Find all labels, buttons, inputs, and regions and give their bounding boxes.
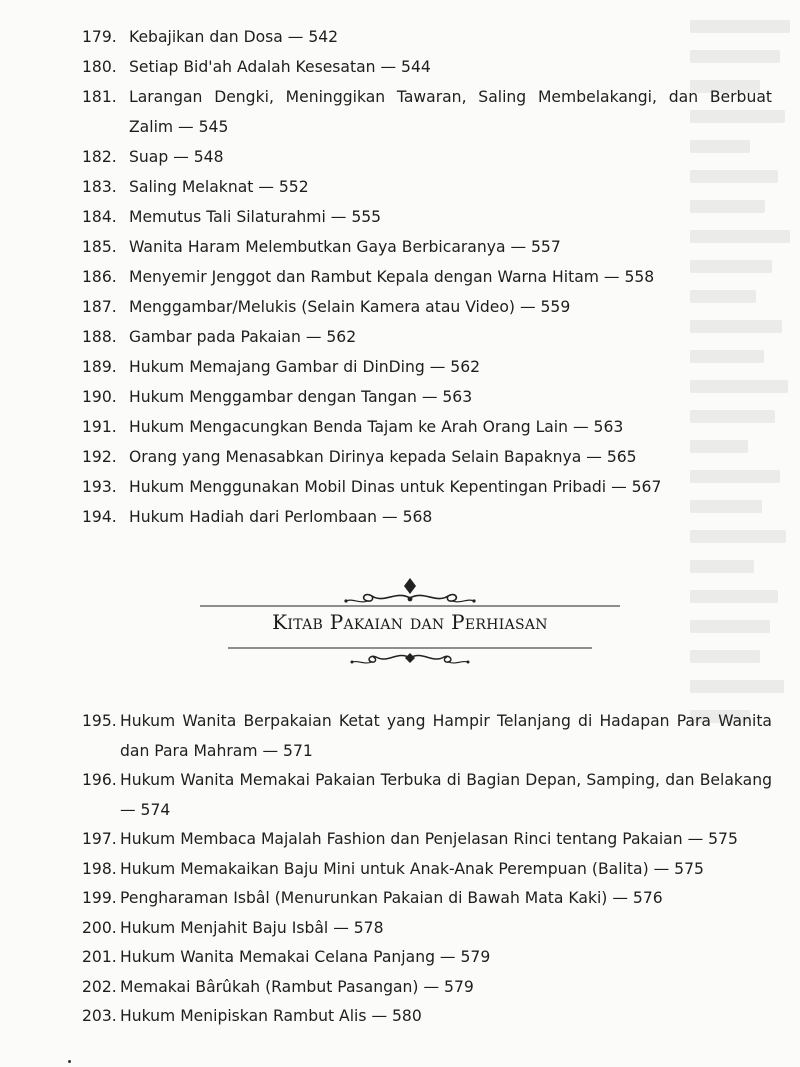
entry-title: Menggambar/Melukis (Selain Kamera atau Video) — 559 bbox=[129, 298, 571, 316]
toc-entry bbox=[82, 142, 772, 172]
entry-title: Wanita Haram Melembutkan Gaya Berbicaranya — 557 bbox=[129, 238, 561, 256]
entry-title: Menyemir Jenggot dan Rambut Kepala dengan Warna Hitam — 558 bbox=[129, 268, 655, 286]
toc-entry bbox=[82, 884, 772, 914]
entry-number: 180. bbox=[82, 58, 117, 76]
toc-entry bbox=[82, 262, 772, 292]
entry-title: Hukum Wanita Memakai Celana Panjang — 579 bbox=[120, 948, 491, 966]
entry-number: 197. bbox=[82, 830, 117, 848]
entry-number: 201. bbox=[82, 948, 117, 966]
entry-number: 198. bbox=[82, 859, 117, 878]
toc-entry bbox=[82, 442, 772, 472]
toc-entry bbox=[82, 82, 772, 142]
entry-title: Hukum Menggunakan Mobil Dinas untuk Kepentingan Pribadi — 567 bbox=[129, 478, 662, 496]
entry-title: Saling Melaknat — 552 bbox=[129, 178, 309, 196]
entry-number: 203. bbox=[82, 1007, 117, 1025]
entry-number: 200. bbox=[82, 918, 117, 937]
toc-entry bbox=[82, 172, 772, 202]
toc-entry bbox=[82, 52, 772, 82]
entry-number: 195. bbox=[82, 712, 117, 730]
toc-entry bbox=[82, 914, 772, 944]
entry-title: Hukum Memajang Gambar di DinDing — 562 bbox=[129, 358, 481, 376]
entry-title: Memutus Tali Silaturahmi — 555 bbox=[129, 208, 382, 226]
entry-number: 186. bbox=[82, 268, 117, 286]
entry-title: Hukum Mengacungkan Benda Tajam ke Arah Orang Lain — 563 bbox=[129, 418, 624, 436]
toc-entry bbox=[82, 1002, 772, 1032]
entry-title: Hukum Wanita Memakai Pakaian Terbuka di Bagian Depan, Samping, dan Belakang — 574 bbox=[120, 771, 772, 819]
entry-number: 184. bbox=[82, 208, 117, 226]
toc-entry bbox=[82, 382, 772, 412]
entry-title: Hukum Memakaikan Baju Mini untuk Anak-Anak Perempuan (Balita) — 575 bbox=[120, 859, 704, 878]
entry-number: 185. bbox=[82, 238, 117, 256]
toc-entry bbox=[82, 825, 772, 855]
entry-title: Memakai Bârûkah (Rambut Pasangan) — 579 bbox=[120, 977, 474, 996]
entry-number: 190. bbox=[82, 388, 117, 406]
section-heading bbox=[200, 570, 620, 670]
entry-title: Hukum Hadiah dari Perlombaan — 568 bbox=[129, 508, 433, 526]
toc-entry bbox=[82, 707, 772, 766]
toc-entry bbox=[82, 352, 772, 382]
entry-title: Orang yang Menasabkan Dirinya kepada Selain Bapaknya — 565 bbox=[129, 448, 637, 466]
entry-number: 182. bbox=[82, 148, 117, 166]
toc-list-bottom bbox=[82, 707, 772, 1032]
section-title: Kitab Pakaian dan Perhiasan bbox=[272, 610, 548, 634]
entry-title: Larangan Dengki, Meninggikan Tawaran, Saling Membelakangi, dan Berbuat Zalim — 545 bbox=[129, 88, 772, 136]
entry-title: Kebajikan dan Dosa — 542 bbox=[129, 28, 339, 46]
entry-title: Hukum Membaca Majalah Fashion dan Penjelasan Rinci tentang Pakaian — 575 bbox=[120, 830, 738, 848]
entry-number: 192. bbox=[82, 448, 117, 466]
page-speck bbox=[68, 1060, 71, 1063]
toc-list-top bbox=[82, 22, 772, 532]
toc-entry bbox=[82, 502, 772, 532]
entry-number: 187. bbox=[82, 298, 117, 316]
toc-entry bbox=[82, 322, 772, 352]
entry-number: 179. bbox=[82, 28, 117, 46]
entry-number: 202. bbox=[82, 977, 117, 996]
entry-number: 196. bbox=[82, 771, 117, 789]
entry-title: Hukum Menipiskan Rambut Alis — 580 bbox=[120, 1007, 422, 1025]
toc-entry bbox=[82, 22, 772, 52]
toc-entry bbox=[82, 472, 772, 502]
toc-entry bbox=[82, 412, 772, 442]
entry-number: 193. bbox=[82, 478, 117, 496]
toc-entry bbox=[82, 855, 772, 885]
ornament-top-icon bbox=[200, 570, 620, 612]
toc-entry bbox=[82, 202, 772, 232]
ornament-bottom-icon bbox=[200, 644, 620, 670]
entry-title: Hukum Menggambar dengan Tangan — 563 bbox=[129, 388, 473, 406]
toc-entry bbox=[82, 766, 772, 825]
entry-number: 189. bbox=[82, 358, 117, 376]
entry-number: 194. bbox=[82, 508, 117, 526]
entry-number: 181. bbox=[82, 88, 117, 106]
entry-number: 199. bbox=[82, 889, 117, 907]
entry-title: Hukum Menjahit Baju Isbâl — 578 bbox=[120, 918, 384, 937]
entry-title: Hukum Wanita Berpakaian Ketat yang Hampir Telanjang di Hadapan Para Wanita dan Para Mahram — 571 bbox=[120, 712, 772, 760]
toc-entry bbox=[82, 943, 772, 973]
entry-title: Setiap Bid'ah Adalah Kesesatan — 544 bbox=[129, 58, 431, 76]
toc-entry bbox=[82, 292, 772, 322]
entry-number: 188. bbox=[82, 328, 117, 346]
toc-entry bbox=[82, 973, 772, 1003]
entry-title: Suap — 548 bbox=[129, 148, 224, 166]
toc-entry bbox=[82, 232, 772, 262]
entry-title: Pengharaman Isbâl (Menurunkan Pakaian di Bawah Mata Kaki) — 576 bbox=[120, 889, 663, 907]
entry-number: 191. bbox=[82, 418, 117, 436]
entry-number: 183. bbox=[82, 178, 117, 196]
entry-title: Gambar pada Pakaian — 562 bbox=[129, 328, 357, 346]
